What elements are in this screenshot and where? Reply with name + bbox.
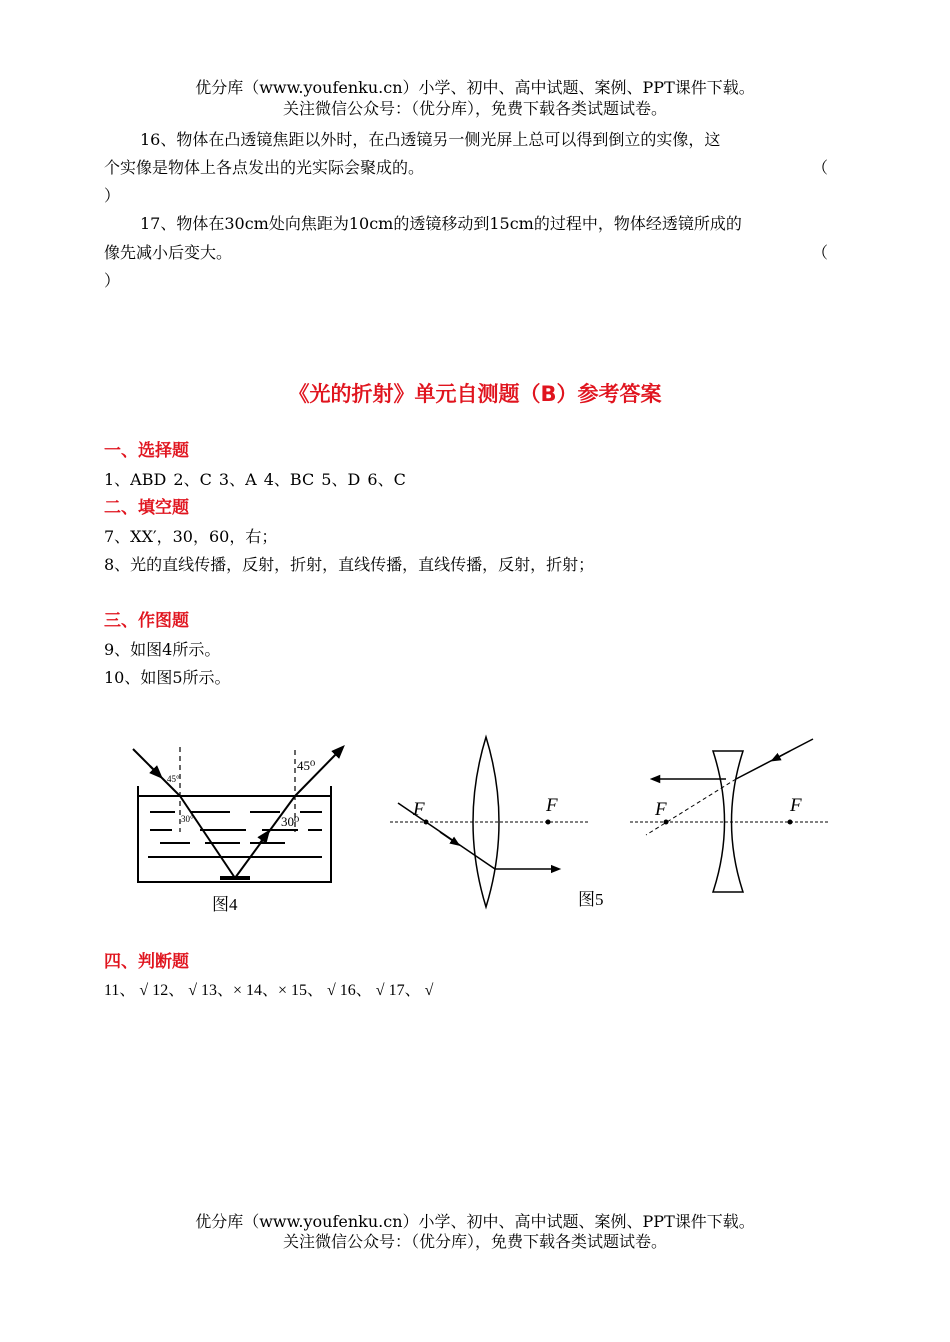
q16-line-1: 16、物体在凸透镜焦距以外时，在凸透镜另一侧光屏上总可以得到倒立的实像，这 (140, 130, 721, 149)
q17-paren-open: （ (812, 243, 829, 262)
answer-title: 《光的折射》单元自测题（B）参考答案 (288, 382, 662, 406)
q16-line-2: 个实像是物体上各点发出的光实际会聚成的。 (104, 158, 425, 177)
header-line-2: 关注微信公众号：（优分库），免费下载各类试题试卷。 (282, 99, 667, 118)
figures-svg (0, 725, 950, 925)
tank-outline (138, 786, 331, 882)
reflected-arrow (260, 835, 266, 843)
figure-5-convex (390, 737, 604, 909)
focus-point-right (546, 820, 551, 825)
footer-line-1: 优分库（www.youfenku.cn）小学、初中、高中试题、案例、PPT课件下载。 (195, 1212, 755, 1231)
fill-q8: 8、光的直线传播，反射，折射，直线传播，直线传播，反射，折射； (104, 555, 595, 574)
section-choice-heading: 一、选择题 (104, 441, 189, 461)
section-judge-heading: 四、判断题 (104, 952, 189, 972)
incident-arrow (150, 766, 158, 774)
angle-30-right: 30⁰ (281, 814, 300, 829)
incident-arrow-concave (775, 751, 790, 759)
header-line-1: 优分库（www.youfenku.cn）小学、初中、高中试题、案例、PPT课件下载。 (195, 78, 755, 97)
emergent-ray (295, 750, 340, 796)
incident-arrow-convex (440, 832, 456, 843)
section-draw-heading: 三、作图题 (104, 611, 189, 631)
section-fill-heading: 二、填空题 (104, 498, 189, 518)
q17-line-1: 17、物体在30cm处向焦距为10cm的透镜移动到15cm的过程中，物体经透镜所成的 (140, 214, 742, 233)
draw-q9: 9、如图4所示。 (104, 640, 221, 659)
focus-label-right-concave: F (790, 795, 802, 816)
focus-point-right-concave (788, 820, 793, 825)
choice-answers: 1、ABD 2、C 3、A 4、BC 5、D 6、C (104, 470, 406, 489)
q16-paren-open: （ (812, 158, 829, 177)
incident-ray-concave (736, 739, 813, 779)
fill-q7: 7、XX′，30，60，右； (104, 527, 278, 546)
footer-line-2: 关注微信公众号：（优分库），免费下载各类试题试卷。 (282, 1232, 667, 1251)
angle-45-left: 45° (167, 774, 180, 784)
angle-30-left: 30° (181, 814, 194, 824)
refracted-ray (180, 796, 235, 878)
figure-4-caption: 图4 (212, 895, 238, 914)
q16-paren-close: ） (104, 186, 121, 205)
focus-label-left: F (413, 799, 425, 820)
focus-label-right: F (546, 795, 558, 816)
figure-5-caption: 图5 (578, 890, 604, 909)
q17-paren-close: ） (104, 271, 121, 290)
judge-answers: 11、 √ 12、 √ 13、× 14、× 15、 √ 16、 √ 17、 √ (104, 982, 434, 999)
draw-q10: 10、如图5所示。 (104, 668, 231, 687)
q17-line-2: 像先减小后变大。 (104, 243, 233, 262)
angle-45-right: 45⁰ (297, 758, 316, 773)
figure-5-concave (630, 739, 830, 892)
focus-label-left-concave: F (655, 799, 667, 820)
figure-4 (133, 747, 340, 914)
